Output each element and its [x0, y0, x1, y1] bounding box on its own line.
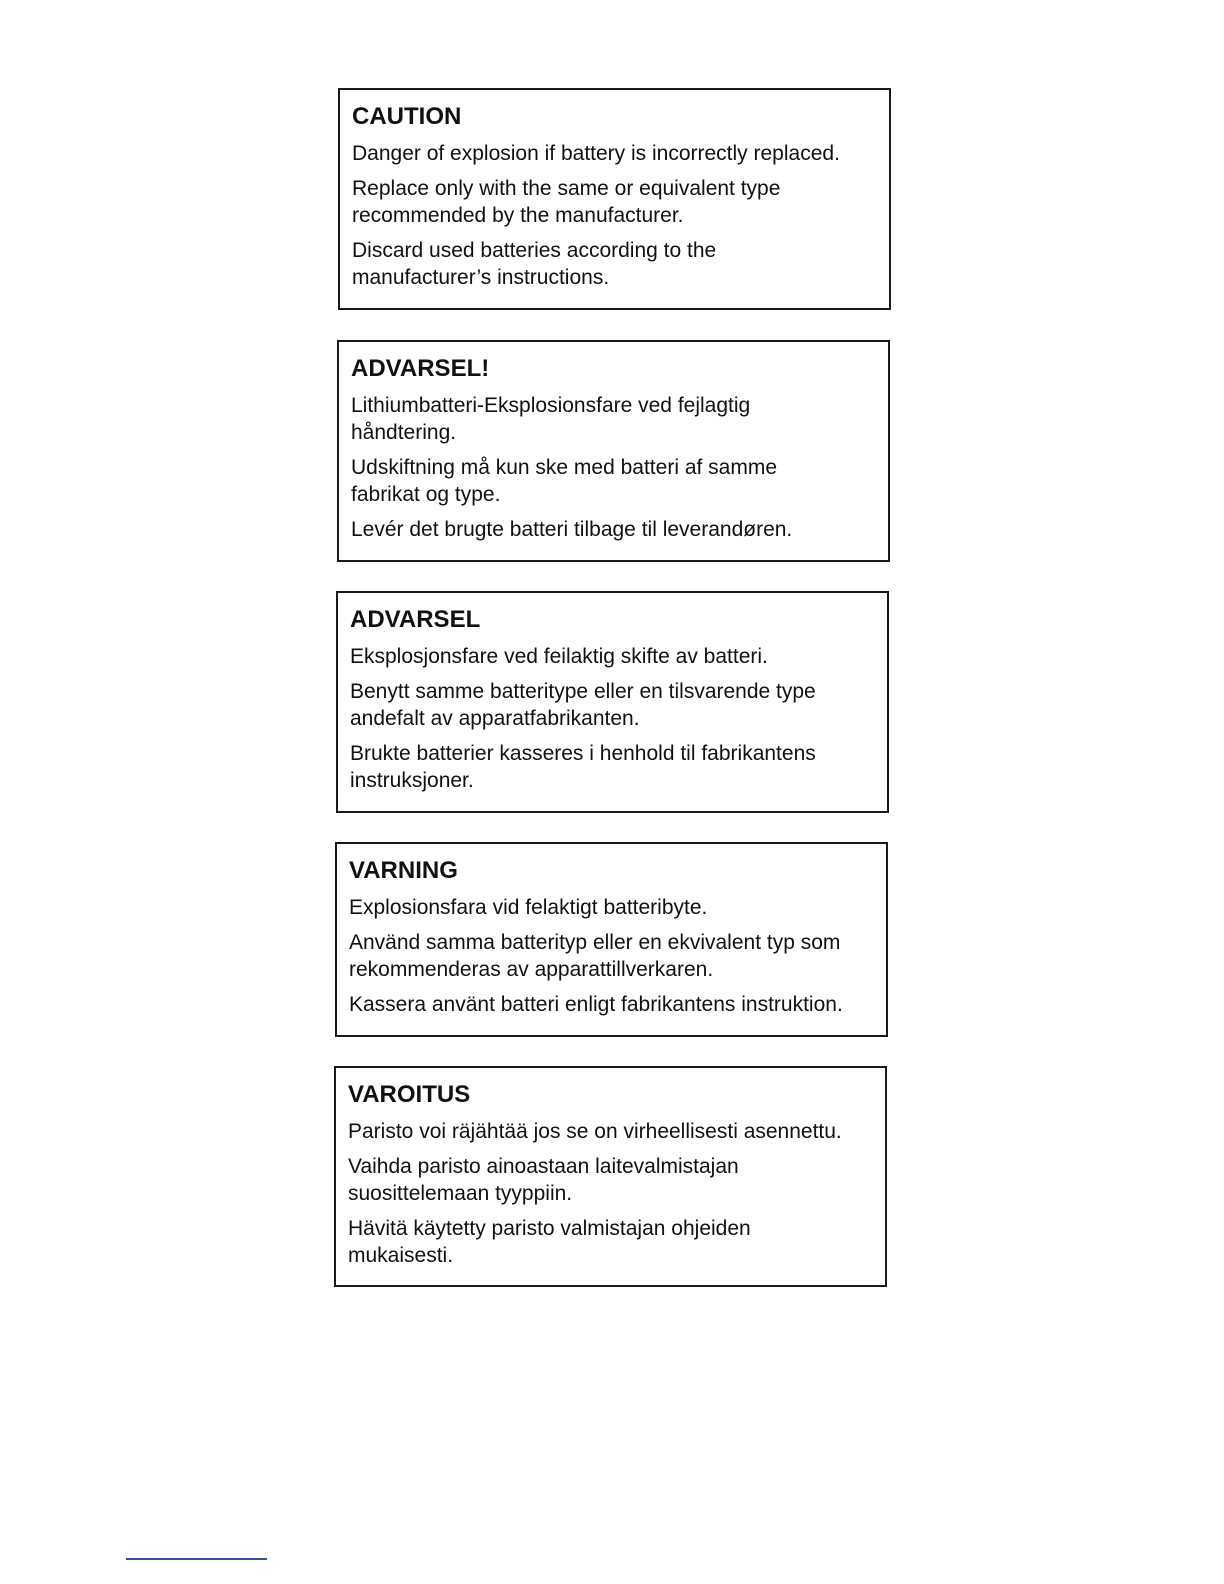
- notice-paragraph: Brukte batterier kasseres i henhold til fabrikantens instruksjoner.: [350, 742, 816, 792]
- caution-notice-finnish: [334, 1066, 887, 1287]
- caution-notice-swedish: [335, 842, 888, 1037]
- notice-paragraph: Eksplosjonsfare ved feilaktig skifte av batteri.: [350, 645, 768, 668]
- notice-paragraph: Udskiftning må kun ske med batteri af samme fabrikat og type.: [351, 456, 778, 506]
- notice-paragraph: Replace only with the same or equivalent type recommended by the manufacturer.: [352, 177, 781, 227]
- caution-notice-danish: [337, 340, 890, 562]
- notice-title: VARNING: [349, 857, 458, 884]
- caution-notice-english: [338, 88, 891, 310]
- notice-paragraph: Levér det brugte batteri tilbage til leverandøren.: [351, 518, 793, 541]
- footnote-separator: [126, 1558, 267, 1560]
- notice-paragraph: Använd samma batterityp eller en ekvivalent typ som rekommenderas av apparattillverkaren.: [349, 931, 841, 981]
- caution-notice-norwegian: [336, 591, 889, 813]
- notice-paragraph: Hävitä käytetty paristo valmistajan ohjeiden mukaisesti.: [348, 1217, 751, 1267]
- notice-paragraph: Vaihda paristo ainoastaan laitevalmistajan suosittelemaan tyyppiin.: [348, 1155, 739, 1205]
- notice-paragraph: Discard used batteries according to the manufacturer’s instructions.: [352, 239, 717, 289]
- notice-title: VAROITUS: [348, 1081, 471, 1108]
- notice-paragraph: Explosionsfara vid felaktigt batteribyte.: [349, 896, 708, 919]
- notice-paragraph: Lithiumbatteri-Eksplosionsfare ved fejlagtig håndtering.: [351, 394, 751, 444]
- notice-title: ADVARSEL: [350, 606, 481, 633]
- notice-paragraph: Danger of explosion if battery is incorrectly replaced.: [352, 142, 840, 165]
- notice-paragraph: Benytt samme batteritype eller en tilsvarende type andefalt av apparatfabrikanten.: [350, 680, 816, 730]
- notice-paragraph: Paristo voi räjähtää jos se on virheellisesti asennettu.: [348, 1120, 842, 1143]
- notice-paragraph: Kassera använt batteri enligt fabrikantens instruktion.: [349, 993, 843, 1016]
- notice-title: CAUTION: [352, 103, 462, 130]
- notice-title: ADVARSEL!: [351, 355, 490, 382]
